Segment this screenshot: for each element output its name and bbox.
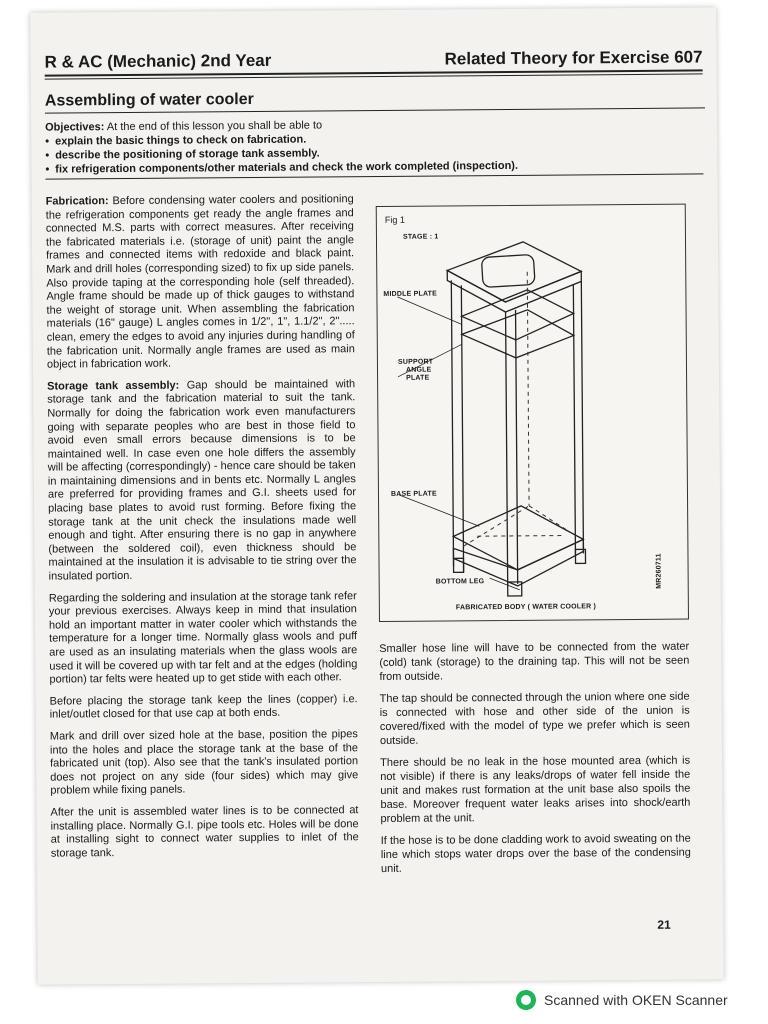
label-bottom-leg: BOTTOM LEG	[435, 578, 485, 586]
figure-code: MR260711	[655, 553, 663, 589]
fabrication-heading: Fabrication:	[45, 195, 109, 208]
water-cooler-frame-drawing	[377, 205, 688, 621]
label-support: SUPPORT	[397, 358, 434, 366]
storage-paragraph	[47, 378, 357, 584]
objective-item: • describe the positioning of storage tank assembly.	[45, 143, 705, 162]
body-paragraph: The tap should be connected through the union where one side is connected with hose and other side of the union is covered/fixed with the model of type we prefer which is seen outside.	[379, 690, 690, 747]
storage-heading: Storage tank assembly:	[47, 379, 180, 393]
body-paragraph: Mark and drill over sized hole at the base, position the pipes into the holes and place the storage tank at the base of the fabricated unit (top). Also see that the tank's insulated portion does not project on any side (four sides) which may give problem while fixing panels.	[49, 728, 359, 797]
scanner-watermark	[516, 990, 728, 1010]
header-course: R & AC (Mechanic) 2nd Year	[44, 50, 272, 72]
page-number: 21	[657, 917, 671, 932]
objectives-intro: At the end of this lesson you shall be able to	[104, 119, 323, 134]
figure-caption: FABRICATED BODY ( WATER COOLER )	[455, 603, 597, 612]
scanned-page	[30, 7, 724, 984]
storage-text: Gap should be maintained with storage tank and the fabrication material to suit the tank. Normally for doing the fabrication work even manufacturers going with separate peoples who are best in those field to avoid even small errors because dimensions is to be maintained well. In case even one hole differs the assembly will be affecting (correspondingly) - hence care should be taken in maintaining dimensions and in bents etc. Normally L angles are preferred for providing frames and G.I. sheets used for placing base plates to avoid rust forming. Before fixing the storage tank at the unit check the insulations made well enough and tight. After ensuring there is no gap in anywhere (between the soldered coil), even thickness should be maintained at the insulation it is advisable to tie string over the insulated portion.	[47, 377, 357, 583]
label-angle: ANGLE	[405, 366, 432, 374]
left-column	[46, 193, 359, 869]
objectives-block	[45, 115, 705, 176]
header-exercise: Related Theory for Exercise 607	[444, 47, 703, 69]
label-middle-plate: MIDDLE PLATE	[383, 290, 438, 298]
page-header	[45, 47, 703, 76]
body-paragraph: There should be no leak in the hose mounted area (which is not visible) if there is any leaks/drops of water fell inside the unit and makes rust formation at the unit base also spoils the base. Moreover frequent water leaks arises into shock/earth problem at the unit.	[380, 754, 691, 825]
label-base-plate: BASE PLATE	[390, 490, 437, 498]
objective-item: • explain the basic things to check on fabrication.	[45, 129, 705, 148]
body-paragraph: Before placing the storage tank keep the lines (copper) i.e. inlet/outlet closed for that use cap at both ends.	[49, 692, 358, 721]
figure-number: Fig 1	[384, 214, 405, 225]
objective-item: • fix refrigeration components/other materials and check the work completed (inspection).	[45, 157, 705, 176]
label-plate: PLATE	[406, 374, 430, 382]
body-paragraph: Regarding the soldering and insulation at the storage tank refer your previous exercises. Always keep in mind that insulation hold an important matter in water cooler which withstands the temperature for a longer time. Normally glass wools and puff are used as an insulating materials when the glass wools are used it will be covered up with tar felt and at the edges (holding portion) tar felts were heated up to get stide with each other.	[48, 589, 358, 686]
right-column	[379, 640, 691, 884]
fabrication-paragraph	[46, 193, 355, 372]
body-paragraph: If the hose is to be done cladding work to avoid sweating on the line which stops water drops over the base of the condensing unit.	[380, 832, 691, 875]
objectives-list	[45, 129, 705, 176]
fabrication-text: Before condensing water coolers and positioning the refrigeration components get ready the angle frames and connected M.S. parts with correct measures. After receiving the fabricated materials i.e. (storage of unit) paint the angle frames and connected items with redoxide and black paint. Mark and drill holes (corresponding sized) to fix up side panels. Also provide taping at the corresponding hole (self threaded). Angle frame should be made up of thick gauges to withstand the weight of storage unit. When assembling the fabrication materials (16" gauge) L angles comes in 1/2", 1", 1.1/2", 2"..... clean, emery the edges to avoid any injuries during handling of the fabrication unit. Normally angle frames are used as main object in fabrication work.	[45, 193, 355, 371]
oken-scanner-logo-icon	[516, 990, 536, 1010]
scanner-text: Scanned with OKEN Scanner	[544, 992, 728, 1008]
figure-stage: STAGE : 1	[402, 233, 439, 241]
body-paragraph: After the unit is assembled water lines is to be connected at installing place. Normally G.I. pipe tools etc. Holes will be done at installing sight to connect water supplies to inlet of the storage tank.	[50, 804, 359, 860]
figure-1	[376, 204, 689, 622]
body-paragraph: Smaller hose line will have to be connected from the water (cold) tank (storage) to the draining tap. This will not be seen from outside.	[379, 640, 690, 683]
objectives-label: Objectives:	[45, 121, 105, 134]
lesson-title: Assembling of water cooler	[45, 87, 705, 113]
